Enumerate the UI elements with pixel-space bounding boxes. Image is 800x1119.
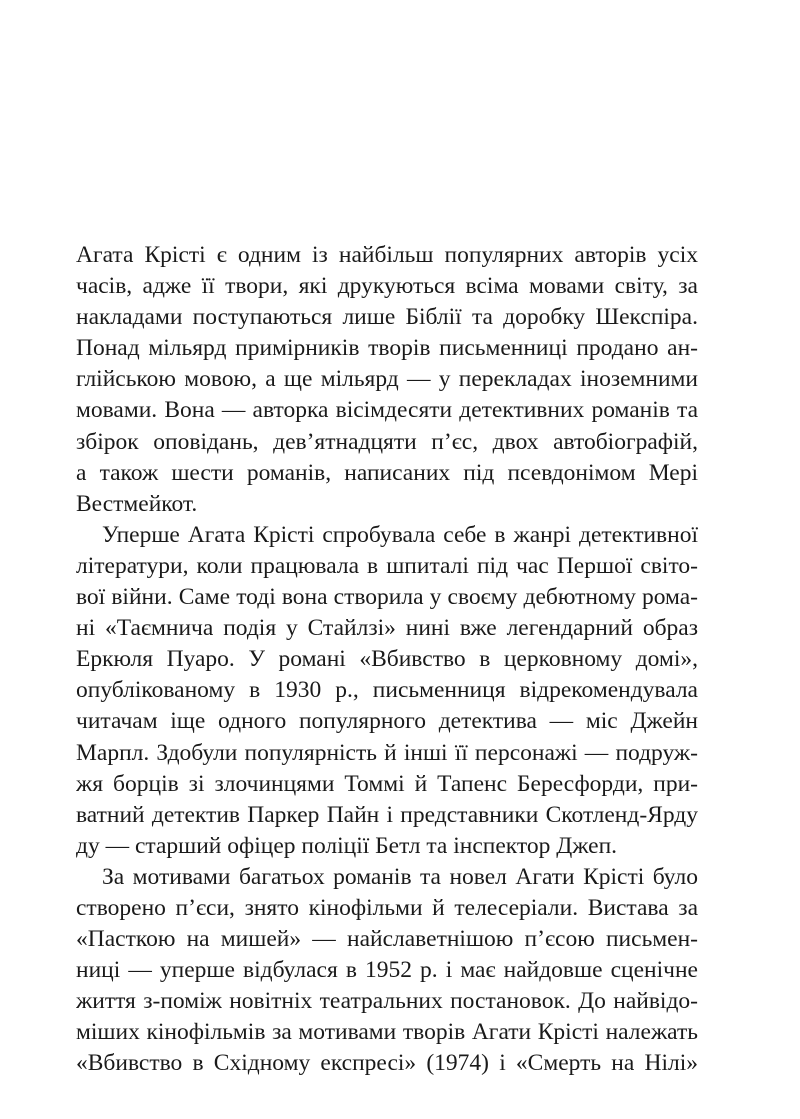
text-line: життя з-поміж новітніх театральних постановок. До найвідо- [76, 988, 698, 1015]
text-line: часів, адже її твори, які друкуються всіма мовами світу, за [76, 273, 698, 300]
text-line: опублікованому в 1930 р., письменниця відрекомендувала [76, 677, 698, 704]
paragraph-3 [76, 862, 698, 1080]
text-line: ватний детектив Паркер Пайн і представники Скотленд-Ярду [76, 801, 698, 828]
text-line: ні «Таємнича подія у Стайлзі» нині вже легендарний образ [76, 615, 698, 642]
text-line: «Пасткою на мишей» — найславетнішою п’єсою письмен- [76, 926, 698, 953]
text-line: Вестмейкот. [76, 490, 198, 517]
text-line: За мотивами багатьох романів та новел Агати Крісті було [102, 863, 698, 890]
text-line: читачам іще одного популярного детектива — міс Джейн [76, 708, 698, 735]
text-line: накладами поступаються лише Біблії та доробку Шекспіра. [76, 304, 698, 331]
text-line: жя борців зі злочинцями Томмі й Тапенс Бересфорди, при- [76, 770, 698, 797]
text-line: створено п’єси, знято кінофільми й телесеріали. Вистава за [76, 894, 698, 921]
paragraph-2 [76, 520, 698, 862]
text-line: Еркюля Пуаро. У романі «Вбивство в церковному домі», [76, 646, 698, 673]
text-line: Понад мільярд примірників творів письменниці продано ан- [76, 335, 698, 362]
text-line: а також шести романів, написаних під псевдонімом Мері [76, 459, 698, 486]
text-line: Марпл. Здобули популярність й інші її персонажі — подруж- [76, 739, 698, 766]
text-line: ду — старший офіцер поліції Бетл та інспектор Джеп. [76, 832, 618, 859]
text-line: мовами. Вона — авторка вісімдесяти детективних романів та [76, 397, 698, 424]
text-line: Уперше Агата Крісті спробувала себе в жанрі детективної [102, 521, 698, 548]
text-line: літератури, коли працювала в шпиталі під час Першої світо- [76, 552, 698, 579]
body-text [76, 240, 698, 1080]
text-line: Агата Крісті є одним із найбільш популярних авторів усіх [76, 242, 698, 268]
text-line: міших кінофільмів за мотивами творів Агати Крісті належать [76, 1019, 698, 1046]
text-line: вої війни. Саме тоді вона створила у своєму дебютному рома- [76, 584, 698, 611]
text-line: збірок оповідань, дев’ятнадцяти п’єс, двох автобіографій, [76, 428, 698, 455]
text-line: «Вбивство в Східному експресі» (1974) і «Смерть на Нілі» [76, 1050, 698, 1077]
paragraph-1 [76, 240, 698, 520]
text-line: ниці — уперше відбулася в 1952 р. і має найдовше сценічне [76, 957, 698, 984]
text-line: глійською мовою, а ще мільярд — у перекладах іноземними [76, 366, 698, 393]
